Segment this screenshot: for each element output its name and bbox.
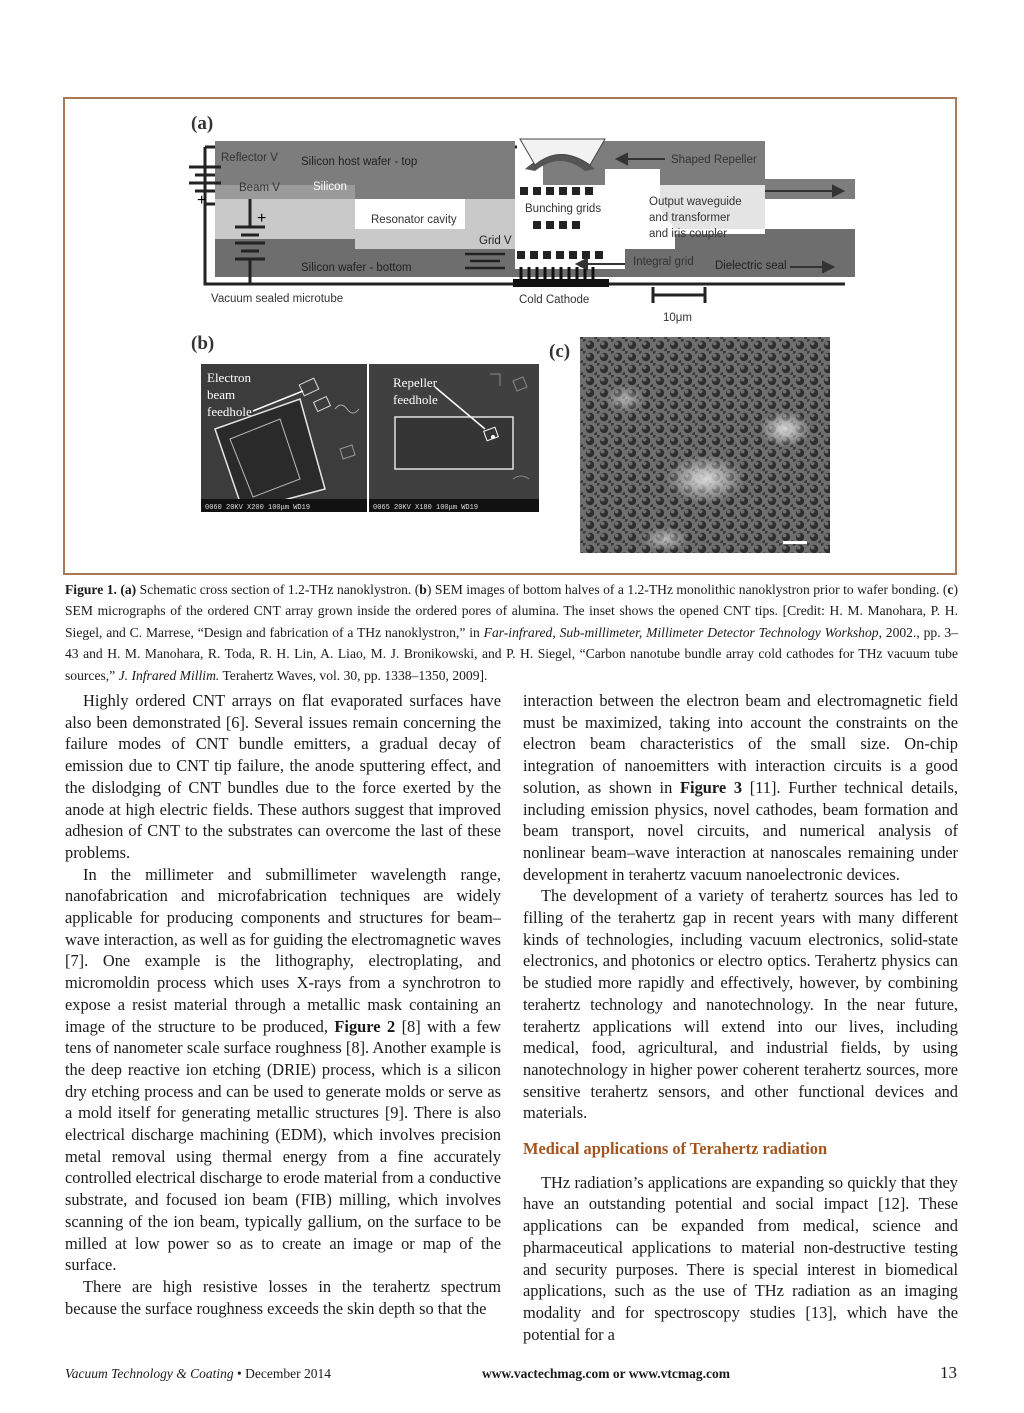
- caption-label: Figure 1.: [65, 582, 117, 597]
- sem-left-label-3: feedhole: [207, 404, 252, 419]
- bottom-wafer-label: Silicon wafer - bottom: [301, 262, 412, 274]
- bunching-grids-label: Bunching grids: [525, 203, 602, 215]
- dielectric-seal-label: Dielectric seal: [715, 260, 787, 272]
- output-waveguide-label-3: and iris coupler: [649, 228, 727, 240]
- left-paragraph-2-text-b: [8] with a few tens of nanometer scale surface roughness [8]. Another example is the deep reactive ion etching (DRIE) process, which is a silicon dry etching process and can be used to generate molds or serve as a mold itself for generating metallic structures [9]. There is also electrical discharge machining (EDM), which involves precision metal removal using thermal energy from a fine accurately controlled electrical discharge to erode material from a conductive substrate, and focused ion beam (FIB) milling, which involves scanning of the ion beam, typically gallium, on the surface to be milled at low power so as to create an image or map of the surface.: [65, 1016, 501, 1275]
- beam-v-label: Beam V: [239, 182, 280, 194]
- caption-text-d: , 2002., pp. 3–43 and H. M. Manohara, R. Toda, R. H. Lin, A. Liao, M. J. Bronikowski, and P. H. Siegel, “Carbon nanotube bundle array cold cathodes for THz vacuum tube sources,”: [65, 624, 959, 683]
- caption-text-c: ) SEM micrographs of the ordered CNT array grown inside the ordered pores of alumina. The inset shows the opened CNT tips. [Credit: H. M. Manohara, P. H. Siegel, and C. Marrese, “Design and fabrication of a THz nanoklystron,” in: [65, 582, 958, 640]
- footer-journal-name: Vacuum Technology & Coating: [65, 1366, 234, 1381]
- right-paragraph-3: THz radiation’s applications are expanding so quickly that they have an outstanding potential and social impact [12]. These applications can be expanded from medical, science and pharmaceutical applications to material non-destructive testing and security purposes. There is special interest in biomedical applications, such as the use of THz radiation as an imaging modality and for spectroscopy studies [13], which have the potential for a: [523, 1172, 958, 1344]
- right-paragraph-1: [523, 690, 958, 885]
- sem-left-label-2: beam: [207, 387, 236, 402]
- sem-right-label-2: feedhole: [393, 392, 438, 407]
- right-paragraph-1-text-a: interaction between the electron beam and electromagnetic field must be maximized, taking into account the constraints on the electron beam characteristics of the small size. On-chip integration of nanoemitters with interaction circuits is a good solution, as shown in: [523, 691, 958, 797]
- sem-right-label-1: Repeller: [393, 375, 438, 390]
- left-paragraph-3: There are high resistive losses in the terahertz spectrum because the surface roughness exceeds the skin depth so that the: [65, 1276, 501, 1318]
- left-paragraph-2-text-a: In the millimeter and submillimeter wavelength range, nanofabrication and microfabrication techniques are widely applicable for producing components and structures for beam–wave interaction, as well as for guiding the electromagnetic waves [7]. One example is the lithography, electroplating, and micromoldin process which uses X-rays from a synchrotron to expose a resist material through a metallic mask containing an image of the structure to be produced,: [65, 864, 502, 1036]
- vacuum-microtube-label: Vacuum sealed microtube: [211, 293, 344, 305]
- sem-left-label-1: Electron: [207, 370, 252, 385]
- panel-a-label: (a): [191, 113, 214, 134]
- right-paragraph-1-text-b: [11]. Further technical details, including emission physics, novel cathodes, beam formation and beam transport, novel circuits, and numerical analysis of nonlinear beam–wave interaction at nanoscales remaining under development in terahertz vacuum nanoelectronic devices.: [523, 777, 958, 884]
- caption-italic-journal: J. Infrared Millim.: [118, 667, 220, 683]
- section-heading: Medical applications of Terahertz radiation: [523, 1139, 828, 1159]
- caption-text-e: Terahertz Waves, vol. 30, pp. 1338–1350, 2009].: [219, 667, 488, 683]
- caption-italic-venue: Far-infrared, Sub-millimeter, Millimeter Detector Technology Workshop: [483, 624, 879, 640]
- resonator-cavity-label: Resonator cavity: [371, 214, 457, 226]
- cold-cathode-label: Cold Cathode: [519, 294, 590, 306]
- right-paragraph-2: The development of a variety of terahertz sources has led to filling of the terahertz gap in recent years with many different kinds of technologies, including vacuum electronics, solid-state electronics, and photonics or electro optics. Terahertz physics can be studied more rapidly and effectively, however, by combining terahertz technology and nanotechnology. In the near future, terahertz applications will extend into our lives, including medical, food, agricultural, and industrial fields, by using nanotechnology in higher power coherent terahertz sources, more sensitive terahertz sensors, and other functional devices and materials.: [523, 886, 958, 1123]
- footer-bullet: •: [233, 1366, 246, 1381]
- caption-b: b: [419, 582, 427, 597]
- right-column: [523, 690, 958, 1345]
- plus-sign-1: +: [197, 192, 207, 209]
- figure-3-reference: Figure 3: [680, 777, 743, 797]
- figure-1-frame: [63, 97, 957, 575]
- caption-a: (a): [120, 582, 137, 597]
- caption-text-b: ) SEM images of bottom halves of a 1.2-THz monolithic nanoklystron prior to wafer bonding. (: [426, 582, 948, 597]
- caption-c: c: [947, 582, 954, 597]
- output-waveguide-label-1: Output waveguide: [649, 196, 742, 208]
- output-waveguide-label-2: and transformer: [649, 212, 731, 224]
- figure-1-graphic: [65, 99, 955, 573]
- schematic-panel-a: [189, 113, 855, 324]
- page-number: 13: [940, 1363, 957, 1382]
- figure-2-reference: Figure 2: [334, 1016, 396, 1036]
- sem-left-info: 0060 20KV X200 100μm WD19: [205, 504, 311, 512]
- footer-date: December 2014: [245, 1366, 331, 1381]
- grid-v-label: Grid V: [479, 235, 512, 247]
- host-wafer-label: Silicon host wafer - top: [301, 156, 418, 168]
- left-paragraph-1: Highly ordered CNT arrays on flat evaporated surfaces have also been demonstrated [6]. Several issues remain concerning the failure modes of CNT bundle emitters, a gradual decay of emission due to CNT tip failure, the anode sputtering effect, and the dislodging of CNT bundles due to the force exerted by the anode at high electric fields. These authors suggest that improved adhesion of CNT to the substrates can overcome the last of these problems.: [65, 691, 501, 862]
- plus-sign-2: +: [257, 210, 267, 227]
- sem-right-info: 0065 20KV X180 100μm WD19: [373, 504, 479, 512]
- left-column: [65, 690, 501, 1319]
- scale-bar-label: 10μm: [663, 312, 692, 324]
- integral-grid-label: Integral grid: [633, 256, 694, 268]
- reflector-v-label: Reflector V: [221, 152, 278, 164]
- silicon-label: Silicon: [313, 181, 347, 193]
- panel-c-label: (c): [549, 341, 571, 362]
- footer-journal: [65, 1366, 331, 1382]
- caption-text-a: Schematic cross section of 1.2-THz nanoklystron. (: [136, 582, 420, 597]
- panel-b-label: (b): [191, 333, 215, 354]
- sem-panel-b: [191, 333, 539, 512]
- left-paragraph-2: [65, 864, 501, 1276]
- figure-caption: [65, 579, 958, 686]
- shaped-repeller-label: Shaped Repeller: [671, 154, 757, 166]
- footer-website: www.vactechmag.com or www.vtcmag.com: [482, 1366, 730, 1381]
- sem-panel-c: [549, 337, 830, 553]
